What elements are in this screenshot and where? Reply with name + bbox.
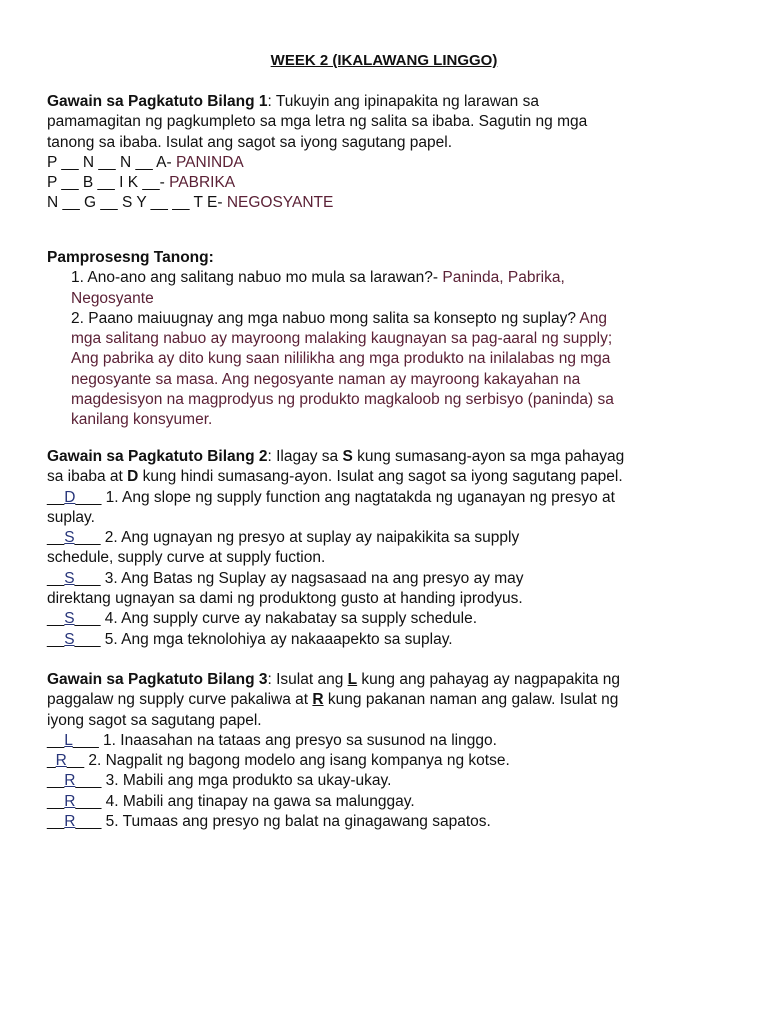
question-answer: negosyante sa masa. Ang negosyante naman ay mayroong kakayahan na [71,370,581,388]
list-item [47,569,727,589]
list-item [47,488,727,508]
statement-text: 5. Tumaas ang presyo ng balat na ginagawang sapatos. [101,813,491,831]
blank-line: ___ [74,529,101,547]
gawain-1-instruction: pamamagitan ng pagkumpleto sa mga letra ng salita sa ibaba. Sagutin ng mga [47,113,588,131]
page-title: WEEK 2 (IKALAWANG LINGGO) [270,52,498,69]
blank-line: ___ [75,792,102,810]
answer-fill: S [64,529,75,547]
puzzle-answer: PANINDA [175,153,244,171]
question-2 [47,309,727,329]
statement-text: 4. Mabili ang tinapay na gawa sa malunggay. [101,792,415,810]
blank-line: __ [47,529,65,547]
blank-line: __ [47,813,65,831]
puzzle-text: N __ G __ S Y __ __ T E- [47,194,227,212]
instruction-text: kung sumasang-ayon sa mga pahayag [352,448,625,465]
question-text: 2. Paano maiuugnay ang mga nabuo mong salita sa konsepto ng suplay? [71,309,580,327]
statement-text: 1. Inaasahan na tataas ang presyo sa susunod na linggo. [98,731,497,749]
gawain-1-instruction: tanong sa ibaba. Isulat ang sagot sa iyong sagutang papel. [47,133,453,151]
pamprosesong-heading: Pamprosesng Tanong: [47,249,214,266]
gawain-1-heading: Gawain sa Pagkatuto Bilang 1 [47,93,268,110]
answer-fill: R [64,772,76,790]
list-item [47,771,727,791]
list-item [47,812,727,832]
puzzle-answer: PABRIKA [169,174,236,192]
question-answer: kanilang konsyumer. [71,411,213,429]
statement-text: 2. Ang ugnayan ng presyo at suplay ay naipakikita sa supply [100,529,520,547]
instruction-text: : Isulat ang [267,671,348,688]
statement-text: 3. Ang Batas ng Suplay ay nagsasaad na ang presyo ay may [100,569,524,587]
puzzle-item [47,193,727,213]
blank-line: ___ [72,731,99,749]
d-letter: D [127,468,139,486]
statement-text: 1. Ang slope ng supply function ang nagtatakda ng uganayan ng presyo at [101,488,615,506]
blank-line: ___ [75,813,102,831]
statement-text: direktang ugnayan sa dami ng produktong gusto at handing iprodyus. [47,590,523,608]
question-answer: Ang [579,309,608,327]
gawain-2-section [47,447,727,650]
r-letter: R [312,691,324,709]
list-item [47,630,727,650]
question-answer: Negosyante [71,289,154,307]
question-answer: magdesisyon na magprodyus ng produkto magkaloob ng serbisyo (paninda) sa [71,391,614,409]
statement-text: schedule, supply curve at supply fuction. [47,549,326,567]
blank-line: __ [47,630,65,648]
puzzle-text: P __ B __ I K __- [47,174,170,192]
answer-fill: S [64,569,75,587]
statement-text: 4. Ang supply curve ay nakabatay sa supply schedule. [100,610,478,628]
answer-fill: S [64,630,75,648]
gawain-3-section [47,670,727,832]
blank-line: __ [47,772,65,790]
list-item [47,751,727,771]
blank-line: ___ [74,630,101,648]
blank-line: __ [47,488,65,506]
blank-line: __ [47,610,65,628]
blank-line: ___ [75,488,102,506]
statement-text: 3. Mabili ang mga produkto sa ukay-ukay. [101,772,392,790]
blank-line: _ [47,752,56,770]
s-letter: S [342,448,353,465]
pamprosesong-section [47,248,727,431]
list-item [47,528,727,548]
puzzle-text: P __ N __ N __ A- [47,153,176,171]
instruction-text: kung pakanan naman ang galaw. Isulat ng [323,691,619,709]
puzzle-answer: NEGOSYANTE [226,194,334,212]
statement-text: 2. Nagpalit ng bagong modelo ang isang kompanya ng kotse. [84,752,510,770]
answer-fill: R [64,813,76,831]
instruction-text: kung hindi sumasang-ayon. Isulat ang sagot sa iyong sagutang papel. [138,468,623,486]
blank-line: __ [66,752,85,770]
blank-line: ___ [74,569,101,587]
l-letter: L [347,671,358,688]
gawain-3-heading: Gawain sa Pagkatuto Bilang 3 [47,671,268,688]
instruction-text: paggalaw ng supply curve pakaliwa at [47,691,313,709]
blank-line: __ [47,569,65,587]
instruction-text: kung ang pahayag ay nagpapakita ng [357,671,620,688]
answer-fill: R [64,792,76,810]
answer-fill: L [64,731,73,749]
statement-text: suplay. [47,508,95,526]
gawain-1-instruction: : Tukuyin ang ipinapakita ng larawan sa [267,93,539,110]
list-item [47,792,727,812]
statement-text: 5. Ang mga teknolohiya ay nakaaapekto sa suplay. [100,630,453,648]
question-text: 1. Ano-ano ang salitang nabuo mo mula sa larawan?- [71,269,443,287]
puzzle-item [47,153,727,173]
question-answer: Ang pabrika ay dito kung saan nililikha ang mga produkto na inilalabas ng mga [71,350,611,368]
instruction-text: iyong sagot sa sagutang papel. [47,711,262,729]
gawain-2-heading: Gawain sa Pagkatuto Bilang 2 [47,448,268,465]
question-answer: Paninda, Pabrika, [442,269,565,287]
answer-fill: S [64,610,75,628]
blank-line: __ [47,731,65,749]
instruction-text: : Ilagay sa [267,448,343,465]
blank-line: ___ [74,610,101,628]
blank-line: __ [47,792,65,810]
question-answer: mga salitang nabuo ay mayroong malaking kaugnayan sa pag-aaral ng supply; [71,330,613,348]
answer-fill: R [55,752,67,770]
blank-line: ___ [75,772,102,790]
gawain-1-section [47,92,727,214]
list-item [47,609,727,629]
answer-fill: D [64,488,76,506]
list-item [47,731,727,751]
instruction-text: sa ibaba at [47,468,128,486]
puzzle-item [47,173,727,193]
question-1 [47,268,727,288]
